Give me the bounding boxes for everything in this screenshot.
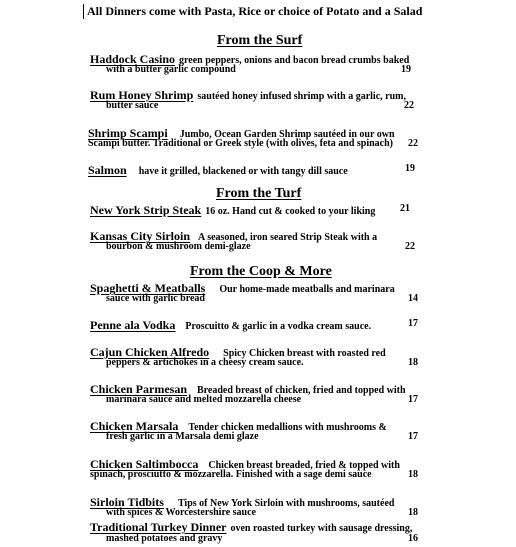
section-title-turf: From the Turf [216,186,302,201]
item-description-line2: sauce with garlic bread [106,293,205,304]
item-description: Tender chicken medallions with mushrooms & [188,422,387,433]
item-price: 18 [408,357,418,368]
item-price: 16 [408,533,418,544]
item-description: A seasoned, iron seared Strip Steak with a [198,232,378,243]
item-description: Spicy Chicken breast with roasted red [223,348,386,359]
item-name: Chicken Saltimbocca [90,457,199,471]
item-description: green peppers, onions and bacon bread crumbs baked [179,55,410,66]
menu-item-salmon [88,161,348,179]
item-name: Haddock Casino [90,52,176,66]
item-price: 19 [401,64,411,75]
item-price: 18 [408,469,418,480]
item-description-line2: with a butter garlic compound [106,64,236,75]
item-description-line2: with spices & Worcestershire sauce [106,507,256,518]
item-price: 14 [408,293,418,304]
item-price: 22 [405,241,415,252]
item-description: have it grilled, blackened or with tangy dill sauce [138,166,348,177]
item-description: Breaded breast of chicken, fried and topped with [197,385,406,396]
item-description-line2: butter sauce [106,100,159,111]
item-name: Spaghetti & Meatballs [90,281,206,295]
item-name: Kansas City Sirloin [90,229,191,243]
menu-item-new-york-strip-steak [90,201,375,219]
item-name: Shrimp Scampi [88,126,168,140]
item-name: Salmon [88,163,127,177]
item-description-line2: spinach, prosciutto & mozzarella. Finished with a sage demi sauce [90,469,372,480]
item-description: sautéed honey infused shrimp with a garlic, rum, [197,91,406,102]
item-description: Chicken breast breaded, fried & topped with [208,460,400,471]
section-title-surf: From the Surf [217,33,303,48]
item-name: Chicken Marsala [90,419,179,433]
item-name: Chicken Parmesan [90,382,187,396]
item-description-line2: mashed potatoes and gravy [106,533,223,544]
item-description-line2: fresh garlic in a Marsala demi glaze [106,431,259,442]
item-name: Sirloin Tidbits [90,495,164,509]
item-price: 22 [408,138,418,149]
menu-intro: All Dinners come with Pasta, Rice or choice of Potato and a Salad [83,4,422,19]
item-description-line2: peppers & artichokes in a cheesy cream sauce. [106,357,304,368]
item-price: 21 [400,203,410,214]
item-price: 17 [408,394,418,405]
item-description: Tips of New York Sirloin with mushrooms, sautéed [177,498,395,509]
section-title-coop: From the Coop & More [190,264,332,279]
item-price: 17 [408,318,418,329]
item-description-line2: marinara sauce and melted mozzarella cheese [106,394,302,405]
item-name: Rum Honey Shrimp [90,88,194,102]
item-name: Cajun Chicken Alfredo [90,345,210,359]
item-description: Jumbo, Ocean Garden Shrimp sautéed in our own [179,129,395,140]
item-price: 19 [405,163,415,174]
item-description: Our home-made meatballs and marinara [219,284,395,295]
item-price: 18 [408,507,418,518]
item-description-line2: bourbon & mushroom demi-glaze [106,241,251,252]
item-name: Traditional Turkey Dinner [90,520,227,534]
menu-item-penne-ala-vodka [90,316,371,334]
item-description: 16 oz. Hand cut & cooked to your liking [205,206,376,217]
item-name: New York Strip Steak [90,203,202,217]
item-description: oven roasted turkey with sausage dressing, [230,523,413,534]
item-description-line2: Scampi butter. Traditional or Greek style (with olives, feta and spinach) [88,138,394,149]
item-price: 22 [404,100,414,111]
item-description: Proscuitto & garlic in a vodka cream sauce. [185,321,372,332]
item-price: 17 [408,431,418,442]
item-name: Penne ala Vodka [90,318,176,332]
